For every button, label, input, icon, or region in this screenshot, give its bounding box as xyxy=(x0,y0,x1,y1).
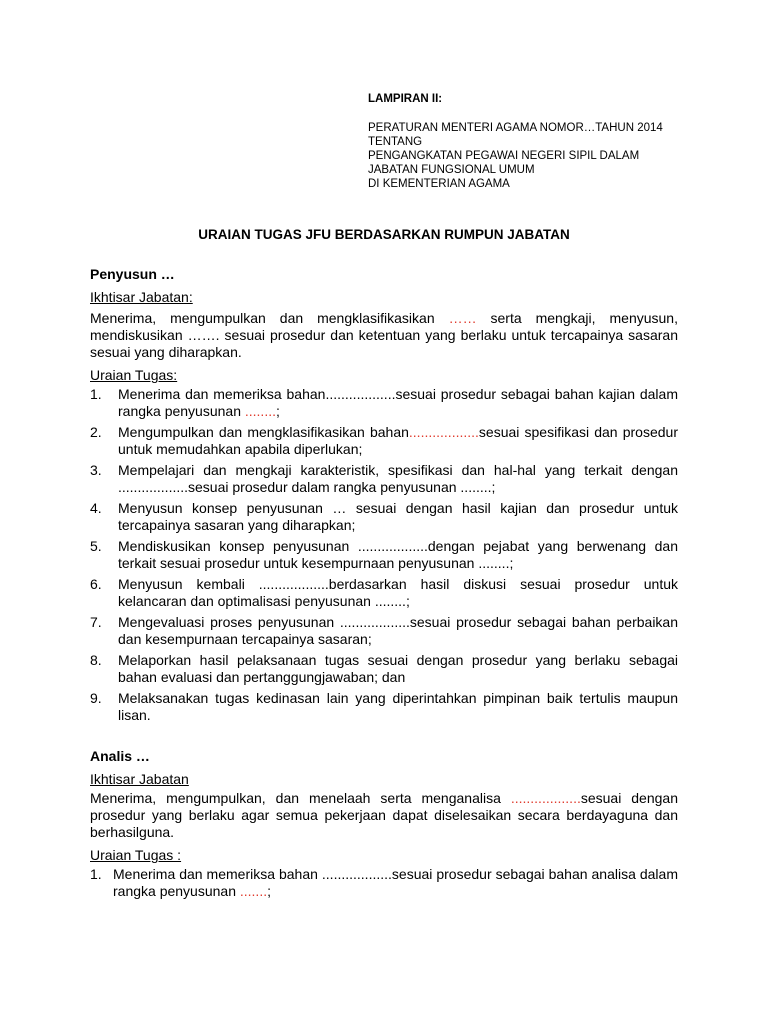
task-item xyxy=(90,424,678,458)
task-item xyxy=(90,690,678,724)
task-number: 2. xyxy=(90,424,102,440)
task-text: .................. xyxy=(408,424,479,440)
task-text: ; xyxy=(276,403,280,419)
section-title: Penyusun … xyxy=(90,266,175,282)
task-item xyxy=(90,462,678,496)
task-list xyxy=(90,866,678,900)
task-item xyxy=(90,538,678,572)
task-number: 3. xyxy=(90,462,102,478)
appendix-label: LAMPIRAN II: xyxy=(368,93,443,105)
task-text: ....... xyxy=(239,883,268,899)
task-text: sesuai spesifikasi dan prosedur untuk memudahkan apabila diperlukan; xyxy=(118,424,678,457)
task-number: 5. xyxy=(90,538,102,554)
task-number: 8. xyxy=(90,652,102,668)
task-number: 7. xyxy=(90,614,102,630)
task-text: Mengevaluasi proses penyusunan ..................sesuai prosedur sebagai bahan perbaikan dan kesempurnaan tercapainya sasaran; xyxy=(118,614,678,647)
task-text: Mempelajari dan mengkaji karakteristik, spesifikasi dan hal-hal yang terkait dengan ..................sesuai prosedur dalam rangka penyusunan ........; xyxy=(118,462,678,495)
task-number: 1. xyxy=(90,386,102,402)
ikhtisar-text: Menerima, mengumpulkan, dan menelaah serta menganalisa ..................sesuai dengan prosedur yang berlaku agar semua pekerjaan dapat diselesaikan secara berdayaguna dan berhasilguna. xyxy=(90,790,678,840)
regulation-reference xyxy=(368,121,663,191)
task-item xyxy=(90,614,678,648)
ikhtisar-text: Menerima, mengumpulkan dan mengklasifikasikan …… serta mengkaji, menyusun, mendiskusikan ……. sesuai prosedur dan ketentuan yang berlaku untuk tercapainya sasaran sesuai yang diharapkan. xyxy=(90,310,678,360)
regulation-line: PERATURAN MENTERI AGAMA NOMOR…TAHUN 2014 xyxy=(368,122,663,134)
task-text: Mendiskusikan konsep penyusunan ..................dengan pejabat yang berwenang dan terkait sesuai prosedur untuk kesempurnaan penyusunan ........; xyxy=(118,538,678,571)
task-item xyxy=(90,866,678,900)
task-item xyxy=(90,652,678,686)
task-number: 9. xyxy=(90,690,102,706)
task-text: Mengumpulkan dan mengklasifikasikan bahan xyxy=(118,424,409,440)
task-text: ........ xyxy=(244,403,276,419)
regulation-line: PENGANGKATAN PEGAWAI NEGERI SIPIL DALAM xyxy=(368,150,640,162)
uraian-heading: Uraian Tugas: xyxy=(90,367,178,383)
task-text: Melaporkan hasil pelaksanaan tugas sesuai dengan prosedur yang berlaku sebagai bahan evaluasi dan pertanggungjawaban; dan xyxy=(118,652,678,685)
section-penyusun xyxy=(90,266,678,728)
task-text: Menyusun konsep penyusunan … sesuai dengan hasil kajian dan prosedur untuk tercapainya sasaran yang diharapkan; xyxy=(118,500,678,533)
task-item xyxy=(90,500,678,534)
ikhtisar-heading: Ikhtisar Jabatan: xyxy=(90,289,193,305)
document-title: URAIAN TUGAS JFU BERDASARKAN RUMPUN JABATAN xyxy=(198,227,570,242)
regulation-line: JABATAN FUNGSIONAL UMUM xyxy=(368,164,535,176)
task-text: Melaksanakan tugas kedinasan lain yang diperintahkan pimpinan baik tertulis maupun lisan. xyxy=(118,690,678,723)
task-number: 6. xyxy=(90,576,102,592)
task-text: Menerima dan memeriksa bahan..................sesuai prosedur sebagai bahan kajian dalam rangka penyusunan xyxy=(118,386,678,419)
task-number: 4. xyxy=(90,500,102,516)
task-item xyxy=(90,386,678,420)
task-text: Menyusun kembali ..................berdasarkan hasil diskusi sesuai prosedur untuk kelancaran dan optimalisasi penyusunan ........; xyxy=(118,576,678,609)
uraian-heading: Uraian Tugas : xyxy=(90,847,182,863)
regulation-line: TENTANG xyxy=(368,136,423,148)
task-text: ; xyxy=(267,883,271,899)
task-list xyxy=(90,386,678,724)
task-text: Menerima dan memeriksa bahan ..................sesuai prosedur sebagai bahan analisa dalam rangka penyusunan xyxy=(113,866,678,899)
task-item xyxy=(90,576,678,610)
task-number: 1. xyxy=(90,866,102,882)
regulation-line: DI KEMENTERIAN AGAMA xyxy=(368,178,510,190)
ikhtisar-heading: Ikhtisar Jabatan xyxy=(90,771,189,787)
appendix-header xyxy=(368,92,663,191)
section-analis xyxy=(90,748,678,904)
section-title: Analis … xyxy=(90,748,150,764)
